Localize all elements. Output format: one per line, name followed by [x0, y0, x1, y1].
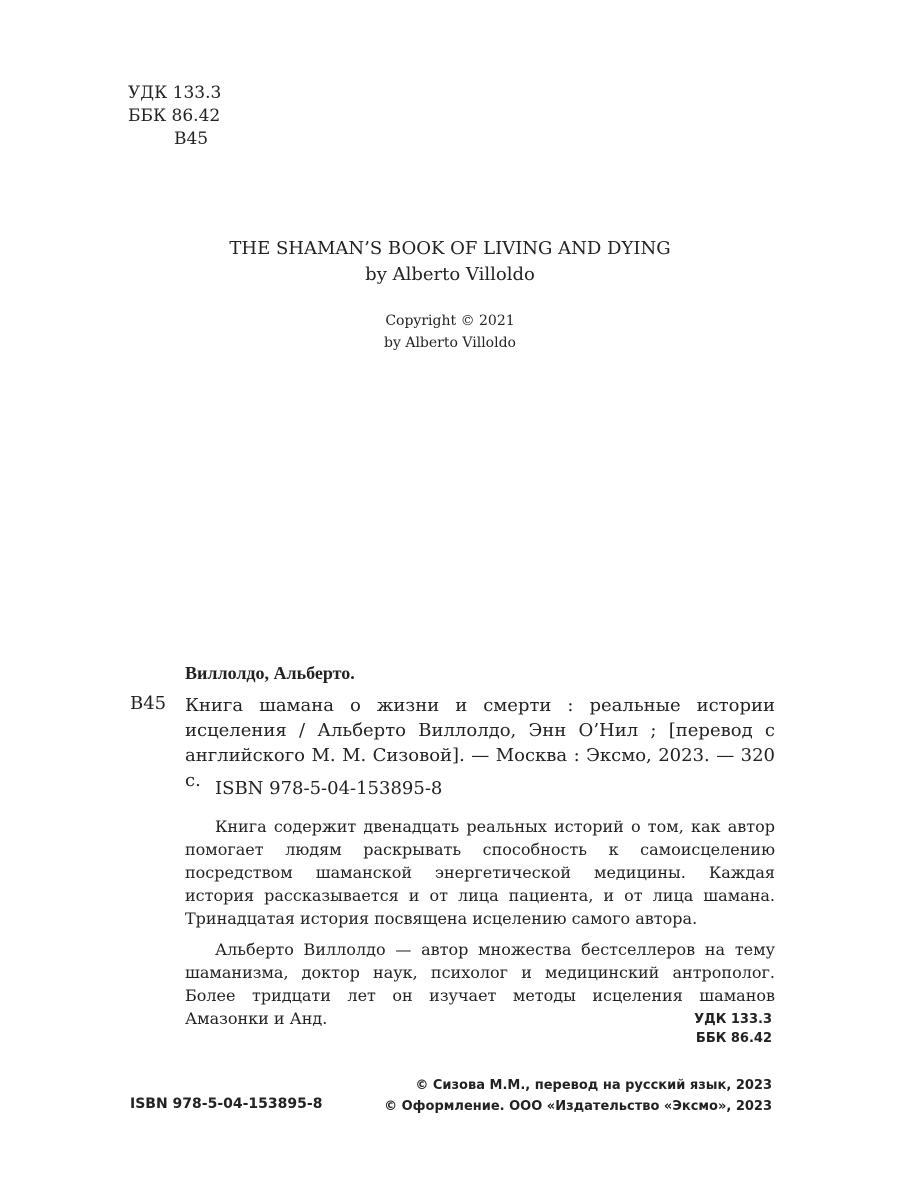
catalog-author-heading: Виллолдо, Альберто.	[185, 663, 355, 683]
catalog-isbn: ISBN 978-5-04-153895-8	[215, 778, 443, 799]
copyright-line-1: Copyright © 2021	[385, 313, 515, 329]
footer-isbn: ISBN 978-5-04-153895-8	[130, 1096, 323, 1112]
original-copyright	[0, 310, 900, 354]
original-title: THE SHAMAN’S BOOK OF LIVING AND DYING	[229, 238, 671, 259]
annotation	[185, 815, 775, 1038]
copyright-line-2: by Alberto Villoldo	[384, 335, 516, 351]
footer-udk: УДК 133.3	[694, 1012, 772, 1027]
catalog-description: Книга шамана о жизни и смерти : реальные истории исцеления / Альберто Виллолдо, Энн О’Нил ; [перевод с английского М. М. Сизовой]. — Москва : Эксмо, 2023. — 320 с.	[185, 695, 775, 791]
annotation-paragraph-2: Альберто Виллолдо — автор множества бестселлеров на тему шаманизма, доктор наук, психолог и медицинский антрополог. Более тридцати лет он изучает методы исцеления шаманов Амазонки и Анд.	[185, 940, 775, 1028]
catalog-author-mark: В45	[130, 693, 167, 714]
rights-design: © Оформление. ООО «Издательство «Эксмо», 2023	[384, 1099, 772, 1114]
original-author: by Alberto Villoldo	[365, 264, 535, 285]
footer-bbk: ББК 86.42	[695, 1031, 772, 1046]
footer-classification	[694, 1010, 772, 1048]
rights-translation: © Сизова М.М., перевод на русский язык, 2023	[415, 1078, 772, 1093]
bbk-code: ББК 86.42	[128, 106, 221, 126]
annotation-paragraph-1: Книга содержит двенадцать реальных историй о том, как автор помогает людям раскрывать способность к самоисцелению посредством шаманской энергетической медицины. Каждая история рассказывается и от лица пациента, и от лица шамана. Тринадцатая история посвящена исцелению самого автора.	[185, 817, 775, 928]
udk-code: УДК 133.3	[128, 83, 222, 103]
footer-rights	[384, 1075, 772, 1117]
original-title-block	[0, 236, 900, 288]
author-mark: В45	[174, 129, 209, 149]
classification-block	[128, 82, 221, 151]
